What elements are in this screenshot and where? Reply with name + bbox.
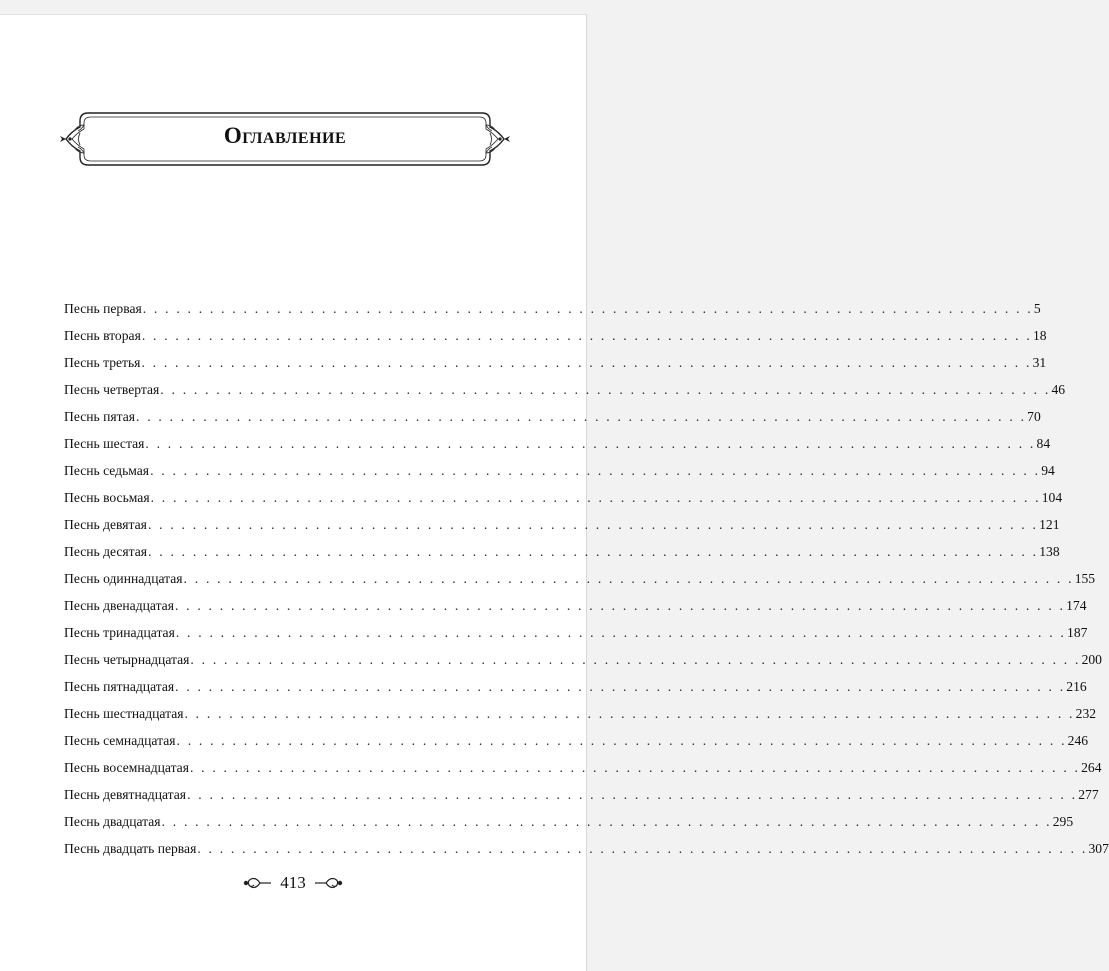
toc-entry-title: Песнь двадцать первая: [64, 841, 197, 856]
toc-leader-dots: . . . . . . . . . . . . . . . . . . . . . . . . . . . . . . . . . . . . . . . . . . . . . . . . . . . . . . . . . . . . . . . . . . . . . . . . . . . . . . . .: [187, 787, 1078, 802]
toc-entry: [64, 814, 1074, 841]
toc-entry-page: 295: [1052, 814, 1074, 829]
toc-entry-title: Песнь пятая: [64, 409, 136, 424]
book-page: [0, 14, 1109, 971]
toc-entry-title: Песнь девятая: [64, 517, 147, 532]
toc-leader-dots: . . . . . . . . . . . . . . . . . . . . . . . . . . . . . . . . . . . . . . . . . . . . . . . . . . . . . . . . . . . . . . . . . . . . . . . . . . . . . . . .: [142, 301, 1033, 316]
toc-entry-title: Песнь третья: [64, 355, 141, 370]
toc-entry-page: 70: [1027, 409, 1041, 424]
title-frame: [58, 109, 512, 169]
toc-entry-title: Песнь шестая: [64, 436, 145, 451]
page-title: Оглавление: [223, 123, 347, 148]
toc-leader-dots: . . . . . . . . . . . . . . . . . . . . . . . . . . . . . . . . . . . . . . . . . . . . . . . . . . . . . . . . . . . . . . . . . . . . . . . . . . . . . . . .: [189, 760, 1081, 775]
toc-leader-dots: . . . . . . . . . . . . . . . . . . . . . . . . . . . . . . . . . . . . . . . . . . . . . . . . . . . . . . . . . . . . . . . . . . . . . . . . . . . . . . . .: [150, 463, 1041, 478]
toc-leader-dots: . . . . . . . . . . . . . . . . . . . . . . . . . . . . . . . . . . . . . . . . . . . . . . . . . . . . . . . . . . . . . . . . . . . . . . . . . . . . . . . .: [175, 625, 1067, 640]
toc-entry: [64, 625, 1088, 652]
toc-entry: [64, 733, 1089, 760]
page-number: 413: [280, 873, 306, 892]
toc-entry-page: 104: [1041, 490, 1063, 505]
toc-entry: [64, 382, 1066, 409]
toc-entry-title: Песнь тринадцатая: [64, 625, 175, 640]
toc-entry: [64, 301, 1041, 328]
toc-entry: [64, 409, 1041, 436]
toc-leader-dots: . . . . . . . . . . . . . . . . . . . . . . . . . . . . . . . . . . . . . . . . . . . . . . . . . . . . . . . . . . . . . . . . . . . . . . . . . . . . . . . .: [145, 436, 1036, 451]
toc-entry: [64, 706, 1097, 733]
toc-entry-page: 18: [1032, 328, 1047, 343]
toc-leader-dots: . . . . . . . . . . . . . . . . . . . . . . . . . . . . . . . . . . . . . . . . . . . . . . . . . . . . . . . . . . . . . . . . . . . . . . . . . . . . . . . .: [197, 841, 1088, 856]
toc-entry-title: Песнь седьмая: [64, 463, 150, 478]
toc-entry: [64, 787, 1099, 814]
toc-entry-page: 264: [1081, 760, 1102, 775]
toc-entry-title: Песнь первая: [64, 301, 142, 316]
toc-entry-title: Песнь восьмая: [64, 490, 150, 505]
table-of-contents: [64, 301, 1109, 868]
toc-leader-dots: . . . . . . . . . . . . . . . . . . . . . . . . . . . . . . . . . . . . . . . . . . . . . . . . . . . . . . . . . . . . . . . . . . . . . . . . . . . . . . . .: [175, 679, 1066, 694]
page-footer: [0, 873, 586, 893]
toc-leader-dots: . . . . . . . . . . . . . . . . . . . . . . . . . . . . . . . . . . . . . . . . . . . . . . . . . . . . . . . . . . . . . . . . . . . . . . . . . . . . . . . .: [190, 652, 1081, 667]
toc-leader-dots: . . . . . . . . . . . . . . . . . . . . . . . . . . . . . . . . . . . . . . . . . . . . . . . . . . . . . . . . . . . . . . . . . . . . . . . . . . . . . . . .: [176, 733, 1067, 748]
toc-entry-page: 46: [1051, 382, 1066, 397]
toc-entry-title: Песнь восемнадцатая: [64, 760, 189, 775]
toc-leader-dots: . . . . . . . . . . . . . . . . . . . . . . . . . . . . . . . . . . . . . . . . . . . . . . . . . . . . . . . . . . . . . . . . . . . . . . . . . . . . . . . .: [141, 355, 1032, 370]
toc-entry-title: Песнь двенадцатая: [64, 598, 174, 613]
toc-entry-title: Песнь одиннадцатая: [64, 571, 183, 586]
toc-entry-page: 307: [1088, 841, 1109, 856]
toc-leader-dots: . . . . . . . . . . . . . . . . . . . . . . . . . . . . . . . . . . . . . . . . . . . . . . . . . . . . . . . . . . . . . . . . . . . . . . . . . . . . . . . .: [136, 409, 1027, 424]
toc-entry: [64, 841, 1109, 868]
toc-entry: [64, 463, 1055, 490]
toc-entry: [64, 517, 1060, 544]
toc-entry: [64, 328, 1047, 355]
toc-leader-dots: . . . . . . . . . . . . . . . . . . . . . . . . . . . . . . . . . . . . . . . . . . . . . . . . . . . . . . . . . . . . . . . . . . . . . . . . . . . . . . . .: [184, 706, 1075, 721]
toc-leader-dots: . . . . . . . . . . . . . . . . . . . . . . . . . . . . . . . . . . . . . . . . . . . . . . . . . . . . . . . . . . . . . . . . . . . . . . . . . . . . . . . .: [174, 598, 1066, 613]
toc-leader-dots: . . . . . . . . . . . . . . . . . . . . . . . . . . . . . . . . . . . . . . . . . . . . . . . . . . . . . . . . . . . . . . . . . . . . . . . . . . . . . . . .: [183, 571, 1074, 586]
toc-entry: [64, 355, 1047, 382]
toc-leader-dots: . . . . . . . . . . . . . . . . . . . . . . . . . . . . . . . . . . . . . . . . . . . . . . . . . . . . . . . . . . . . . . . . . . . . . . . . . . . . . . . .: [150, 490, 1041, 505]
toc-entry: [64, 760, 1102, 787]
toc-leader-dots: . . . . . . . . . . . . . . . . . . . . . . . . . . . . . . . . . . . . . . . . . . . . . . . . . . . . . . . . . . . . . . . . . . . . . . . . . . . . . . . .: [141, 328, 1032, 343]
toc-entry-page: 94: [1041, 463, 1055, 478]
toc-entry-title: Песнь вторая: [64, 328, 141, 343]
toc-entry-page: 200: [1081, 652, 1102, 667]
toc-entry-title: Песнь пятнадцатая: [64, 679, 175, 694]
toc-entry-title: Песнь четырнадцатая: [64, 652, 190, 667]
toc-entry: [64, 571, 1096, 598]
toc-leader-dots: . . . . . . . . . . . . . . . . . . . . . . . . . . . . . . . . . . . . . . . . . . . . . . . . . . . . . . . . . . . . . . . . . . . . . . . . . . . . . . . .: [147, 517, 1039, 532]
toc-entry: [64, 490, 1063, 517]
toc-entry-page: 187: [1067, 625, 1088, 640]
toc-entry-title: Песнь четвертая: [64, 382, 160, 397]
toc-entry-page: 31: [1032, 355, 1047, 370]
ornament-right-icon: [314, 875, 344, 891]
toc-entry-page: 5: [1033, 301, 1041, 316]
toc-entry: [64, 436, 1051, 463]
toc-entry-page: 121: [1039, 517, 1060, 532]
toc-entry: [64, 679, 1087, 706]
toc-entry-page: 246: [1067, 733, 1089, 748]
toc-entry-title: Песнь семнадцатая: [64, 733, 176, 748]
toc-entry-page: 84: [1036, 436, 1051, 451]
toc-entry-title: Песнь десятая: [64, 544, 148, 559]
toc-entry-page: 216: [1066, 679, 1087, 694]
toc-entry-title: Песнь девятнадцатая: [64, 787, 187, 802]
toc-leader-dots: . . . . . . . . . . . . . . . . . . . . . . . . . . . . . . . . . . . . . . . . . . . . . . . . . . . . . . . . . . . . . . . . . . . . . . . . . . . . . . . .: [148, 544, 1039, 559]
toc-entry: [64, 652, 1102, 679]
toc-entry-page: 232: [1075, 706, 1097, 721]
toc-entry-page: 155: [1074, 571, 1096, 586]
toc-entry: [64, 544, 1060, 571]
toc-entry: [64, 598, 1087, 625]
toc-entry-title: Песнь шестнадцатая: [64, 706, 184, 721]
toc-entry-page: 138: [1039, 544, 1060, 559]
toc-leader-dots: . . . . . . . . . . . . . . . . . . . . . . . . . . . . . . . . . . . . . . . . . . . . . . . . . . . . . . . . . . . . . . . . . . . . . . . . . . . . . . . .: [161, 814, 1052, 829]
toc-entry-page: 277: [1078, 787, 1099, 802]
toc-entry-page: 174: [1066, 598, 1087, 613]
toc-entry-title: Песнь двадцатая: [64, 814, 161, 829]
toc-leader-dots: . . . . . . . . . . . . . . . . . . . . . . . . . . . . . . . . . . . . . . . . . . . . . . . . . . . . . . . . . . . . . . . . . . . . . . . . . . . . . . . .: [160, 382, 1051, 397]
ornament-left-icon: [242, 875, 272, 891]
